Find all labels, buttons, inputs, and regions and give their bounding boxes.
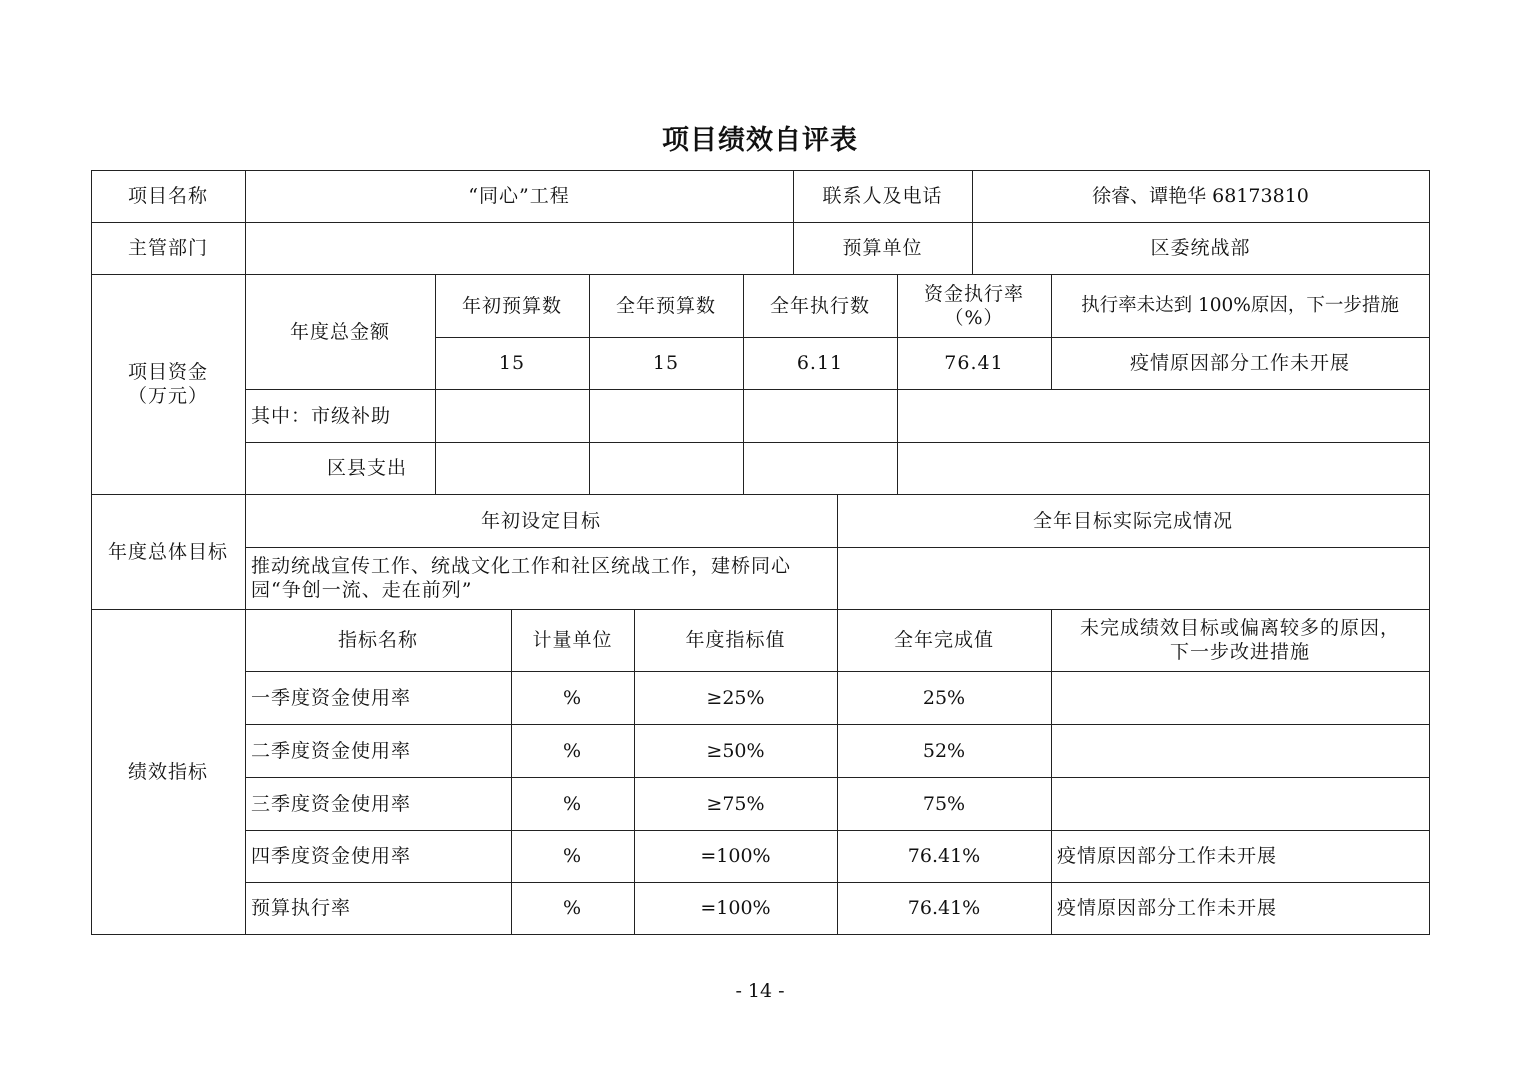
goals-set-value: 推动统战宣传工作、统战文化工作和社区统战工作，建桥同心园“争创一流、走在前列” — [251, 555, 792, 601]
district-expense-label: 区县支出 — [326, 457, 407, 479]
indicator-row-unit: % — [562, 792, 583, 815]
funds-section-label: 项目资金 （万元） — [127, 361, 208, 407]
funds-value-execution-rate: 76.41 — [944, 352, 1004, 374]
page-title: 项目绩效自评表 — [662, 125, 858, 156]
contact-value: 徐睿、谭艳华 68173810 — [1092, 185, 1309, 207]
indicator-row-target: =100% — [700, 897, 771, 919]
project-name-label: 项目名称 — [127, 185, 208, 207]
funds-header-executed: 全年执行数 — [769, 294, 870, 317]
goals-set-label: 年初设定目标 — [480, 509, 601, 532]
dept-value — [245, 222, 793, 274]
indicator-row-unit: % — [562, 897, 583, 919]
funds-header-initial-budget: 年初预算数 — [461, 294, 562, 317]
goals-section-label: 年度总体目标 — [107, 540, 228, 563]
indicator-row-target: ≥50% — [706, 739, 765, 762]
indicator-header-unit: 计量单位 — [532, 629, 613, 651]
indicator-header-reason: 未完成绩效目标或偏离较多的原因， 下一步改进措施 — [1079, 617, 1400, 663]
indicator-row-unit: % — [562, 739, 583, 762]
indicator-header-target: 年度指标值 — [685, 629, 786, 651]
indicator-row-reason: 疫情原因部分工作未开展 — [1057, 897, 1278, 919]
funds-value-reason: 疫情原因部分工作未开展 — [1129, 352, 1350, 374]
indicator-row-actual: 75% — [922, 792, 966, 815]
indicator-row-target: ≥75% — [706, 792, 765, 815]
indicator-row-actual: 76.41% — [907, 897, 981, 919]
indicator-header-name: 指标名称 — [337, 629, 418, 651]
funds-header-full-budget: 全年预算数 — [615, 294, 716, 317]
budget-unit-label: 预算单位 — [842, 237, 923, 259]
indicator-row-actual: 25% — [922, 686, 966, 709]
goals-actual-value — [837, 547, 1429, 609]
indicator-row-unit: % — [562, 845, 583, 867]
indicator-row-actual: 52% — [922, 739, 966, 762]
indicator-row-target: =100% — [700, 845, 771, 867]
funds-value-executed: 6.11 — [796, 352, 844, 374]
annual-total-label: 年度总金额 — [289, 320, 390, 343]
page-number: - 14 - — [735, 980, 785, 1002]
indicator-row-name: 三季度资金使用率 — [251, 792, 412, 815]
funds-header-reason: 执行率未达到 100%原因，下一步措施 — [1081, 294, 1399, 316]
goals-actual-label: 全年目标实际完成情况 — [1032, 509, 1233, 532]
city-subsidy-label: 其中：市级补助 — [251, 404, 392, 427]
funds-value-initial-budget: 15 — [498, 352, 526, 374]
indicator-row-name: 预算执行率 — [251, 897, 352, 919]
indicator-row-target: ≥25% — [706, 686, 765, 709]
indicator-header-actual: 全年完成值 — [893, 629, 994, 651]
budget-unit-value: 区委统战部 — [1150, 237, 1251, 259]
indicator-row-name: 二季度资金使用率 — [251, 739, 412, 762]
indicators-section-label: 绩效指标 — [127, 760, 208, 783]
indicator-row-reason — [1051, 724, 1429, 777]
dept-label: 主管部门 — [127, 237, 208, 259]
indicator-row-unit: % — [562, 686, 583, 709]
indicator-row-name: 四季度资金使用率 — [251, 845, 412, 867]
funds-value-full-budget: 15 — [652, 352, 680, 374]
indicator-row-reason — [1051, 777, 1429, 830]
indicator-row-reason — [1051, 671, 1429, 724]
indicator-row-actual: 76.41% — [907, 845, 981, 867]
indicator-row-reason: 疫情原因部分工作未开展 — [1057, 845, 1278, 867]
project-name-value: “同心”工程 — [468, 185, 570, 207]
indicator-row-name: 一季度资金使用率 — [251, 686, 412, 709]
funds-header-execution-rate: 资金执行率 （%） — [923, 282, 1024, 329]
contact-label: 联系人及电话 — [822, 185, 943, 207]
